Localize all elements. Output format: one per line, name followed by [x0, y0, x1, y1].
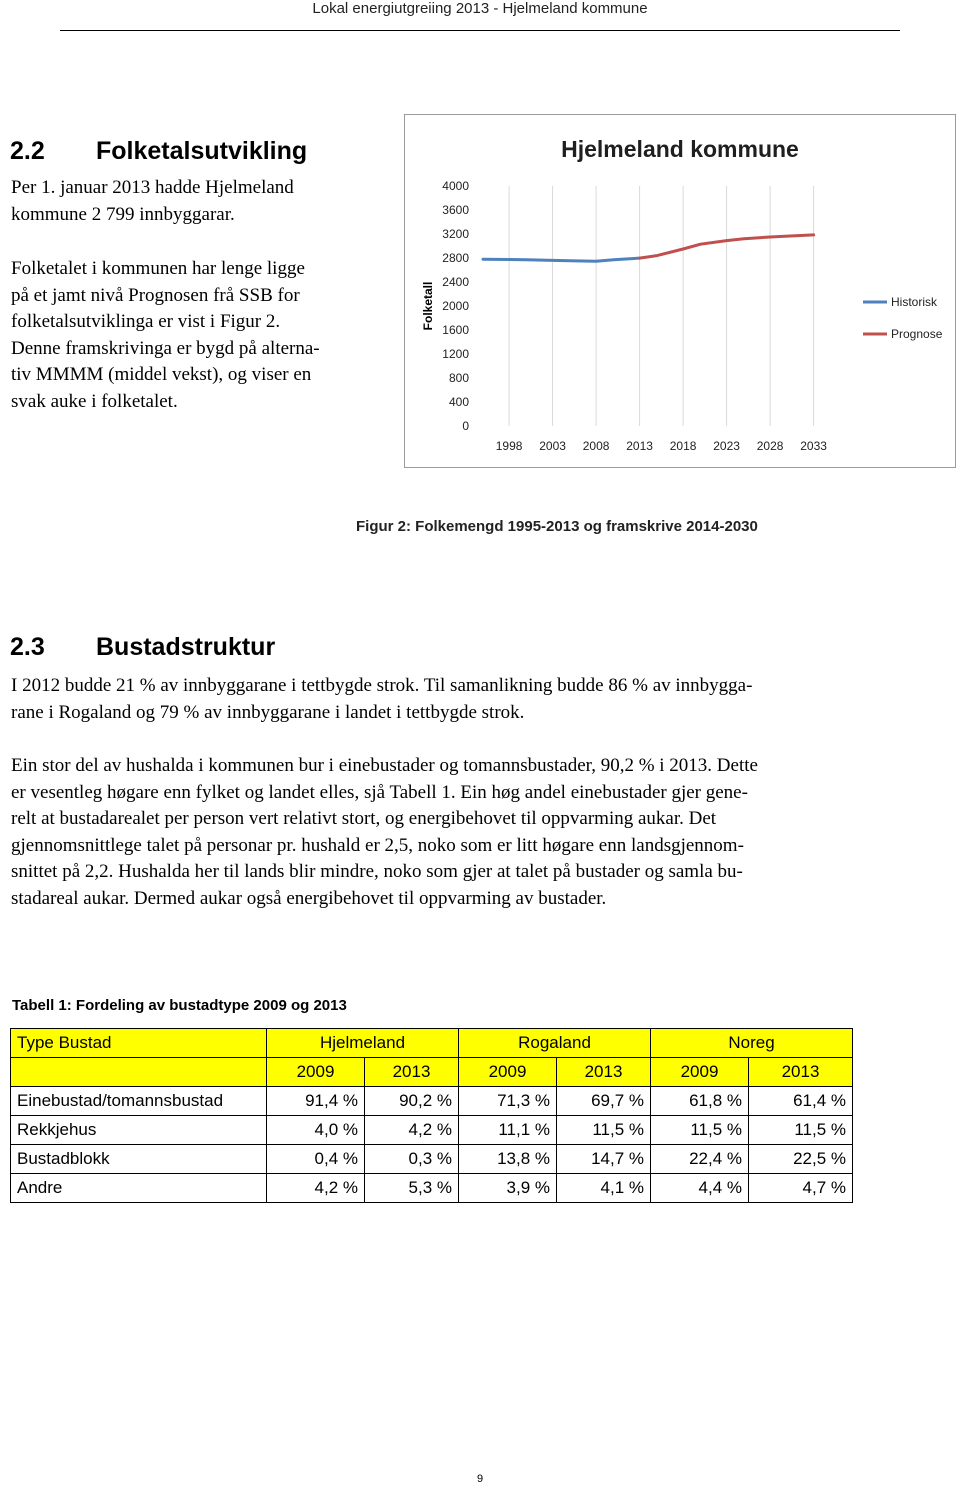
table-row [11, 1174, 853, 1203]
value-cell: 0,4 % [267, 1145, 365, 1174]
year-cell: 2009 [459, 1058, 557, 1087]
page-header [0, 0, 960, 32]
chart-canvas [405, 115, 957, 469]
section-number: 2.2 [10, 137, 45, 165]
text-line: Folketalet i kommunen har lenge ligge [11, 258, 305, 279]
value-cell: 4,7 % [749, 1174, 853, 1203]
row-label: Einebustad/tomannsbustad [11, 1087, 267, 1116]
text-line: på et jamt nivå Prognosen frå SSB for [11, 284, 300, 306]
page-number: 9 [476, 1473, 484, 1485]
text-line: kommune 2 799 innbyggarar. [11, 203, 235, 225]
year-cell: 2013 [557, 1058, 651, 1087]
year-cell: 2013 [365, 1058, 459, 1087]
chart-y-tick-label: 2800 [442, 251, 469, 265]
row-label: Andre [11, 1174, 267, 1203]
chart-x-tick-label: 2003 [539, 439, 566, 453]
header-group-cell: Rogaland [459, 1029, 651, 1058]
chart-title: Hjelmeland kommune [561, 136, 799, 162]
text-line: Per 1. januar 2013 hadde Hjelmeland [11, 177, 294, 198]
value-cell: 5,3 % [365, 1174, 459, 1203]
table-header-row [11, 1029, 853, 1058]
population-chart [404, 114, 956, 468]
value-cell: 61,4 % [749, 1087, 853, 1116]
chart-x-tick-label: 2033 [800, 439, 827, 453]
text-line: stadareal aukar. Dermed aukar også energibehovet til oppvarming av bustader. [11, 887, 607, 909]
section-heading-bustadstruktur [10, 633, 275, 662]
year-cell: 2009 [267, 1058, 365, 1087]
value-cell: 0,3 % [365, 1145, 459, 1174]
value-cell: 14,7 % [557, 1145, 651, 1174]
paragraph-urban [11, 673, 752, 726]
year-cell: 2013 [749, 1058, 853, 1087]
header-group-cell: Noreg [651, 1029, 853, 1058]
empty-cell [11, 1058, 267, 1087]
section-number: 2.3 [10, 633, 45, 661]
chart-series-line-historisk [483, 258, 640, 261]
chart-x-tick-label: 2023 [713, 439, 740, 453]
value-cell: 61,8 % [651, 1087, 749, 1116]
chart-y-axis-label: Folketall [421, 281, 435, 331]
text-line: I 2012 budde 21 % av innbyggarane i tettbygde strok. Til samanlikning budde 86 % av innbygga- [11, 675, 753, 696]
chart-y-tick-label: 3200 [442, 227, 469, 241]
chart-y-tick-label: 1200 [442, 347, 469, 361]
paragraph-population [11, 175, 294, 228]
value-cell: 69,7 % [557, 1087, 651, 1116]
text-line: svak auke i folketalet. [11, 390, 178, 412]
housing-type-table [10, 1028, 853, 1203]
value-cell: 22,4 % [651, 1145, 749, 1174]
header-rule [60, 30, 900, 31]
chart-x-tick-label: 2008 [582, 439, 610, 453]
paragraph-population-trend [11, 256, 320, 415]
value-cell: 91,4 % [267, 1087, 365, 1116]
value-cell: 71,3 % [459, 1087, 557, 1116]
value-cell: 4,2 % [267, 1174, 365, 1203]
text-line: snittet på 2,2. Hushalda her til lands blir mindre, noko som gjer at talet på bustader og samla bu- [11, 861, 743, 882]
text-line: gjennomsnittlege talet på personar pr. hushald er 2,5, noko som er litt høgare enn landsgjennom- [11, 834, 744, 856]
value-cell: 3,9 % [459, 1174, 557, 1203]
value-cell: 90,2 % [365, 1087, 459, 1116]
chart-y-tick-label: 3600 [442, 203, 469, 217]
text-line: tiv MMMM (middel vekst), og viser en [11, 364, 312, 385]
header-group-cell: Hjelmeland [267, 1029, 459, 1058]
table-row [11, 1087, 853, 1116]
value-cell: 11,1 % [459, 1116, 557, 1145]
value-cell: 22,5 % [749, 1145, 853, 1174]
value-cell: 13,8 % [459, 1145, 557, 1174]
value-cell: 4,4 % [651, 1174, 749, 1203]
table-title: Tabell 1: Fordeling av bustadtype 2009 og 2013 [12, 997, 347, 1014]
chart-y-tick-label: 800 [448, 371, 469, 385]
header-type-cell: Type Bustad [11, 1029, 267, 1058]
value-cell: 11,5 % [557, 1116, 651, 1145]
chart-x-tick-label: 2018 [669, 439, 697, 453]
chart-x-tick-label: 1998 [495, 439, 523, 453]
section-title: Bustadstruktur [96, 633, 276, 661]
chart-legend-label: Historisk [891, 295, 938, 309]
chart-x-tick-label: 2013 [626, 439, 653, 453]
table-year-row [11, 1058, 853, 1087]
value-cell: 11,5 % [651, 1116, 749, 1145]
value-cell: 4,2 % [365, 1116, 459, 1145]
table-row [11, 1116, 853, 1145]
text-line: er vesentleg høgare enn fylket og landet elles, sjå Tabell 1. Ein høg andel einebustader gjer gene- [11, 781, 748, 803]
value-cell: 4,1 % [557, 1174, 651, 1203]
chart-y-tick-label: 400 [448, 395, 469, 409]
section-heading-folketalsutvikling [10, 137, 307, 166]
text-line: rane i Rogaland og 79 % av innbyggarane i landet i tettbygde strok. [11, 701, 525, 723]
text-line: folketalsutviklinga er vist i Figur 2. [11, 311, 281, 332]
section-title: Folketalsutvikling [96, 137, 308, 165]
chart-legend-label: Prognose [891, 327, 943, 341]
chart-y-tick-label: 2000 [442, 299, 469, 313]
value-cell: 4,0 % [267, 1116, 365, 1145]
row-label: Bustadblokk [11, 1145, 267, 1174]
chart-y-tick-label: 1600 [442, 323, 469, 337]
text-line: Ein stor del av hushalda i kommunen bur i einebustader og tomannsbustader, 90,2 % i 2013. Dette [11, 755, 758, 776]
text-line: Denne framskrivinga er bygd på alterna- [11, 337, 320, 359]
row-label: Rekkjehus [11, 1116, 267, 1145]
chart-y-tick-label: 2400 [442, 275, 469, 289]
paragraph-housing [11, 753, 758, 912]
value-cell: 11,5 % [749, 1116, 853, 1145]
figure-caption: Figur 2: Folkemengd 1995-2013 og framskrive 2014-2030 [356, 518, 758, 535]
text-line: relt at bustadarealet per person vert relativt stort, og energibehovet til oppvarming aukar. Det [11, 808, 717, 829]
table-row [11, 1145, 853, 1174]
header-title: Lokal energiutgreiing 2013 - Hjelmeland kommune [312, 0, 648, 17]
chart-y-tick-label: 4000 [442, 179, 469, 193]
chart-x-tick-label: 2028 [756, 439, 784, 453]
year-cell: 2009 [651, 1058, 749, 1087]
chart-y-tick-label: 0 [462, 419, 469, 433]
